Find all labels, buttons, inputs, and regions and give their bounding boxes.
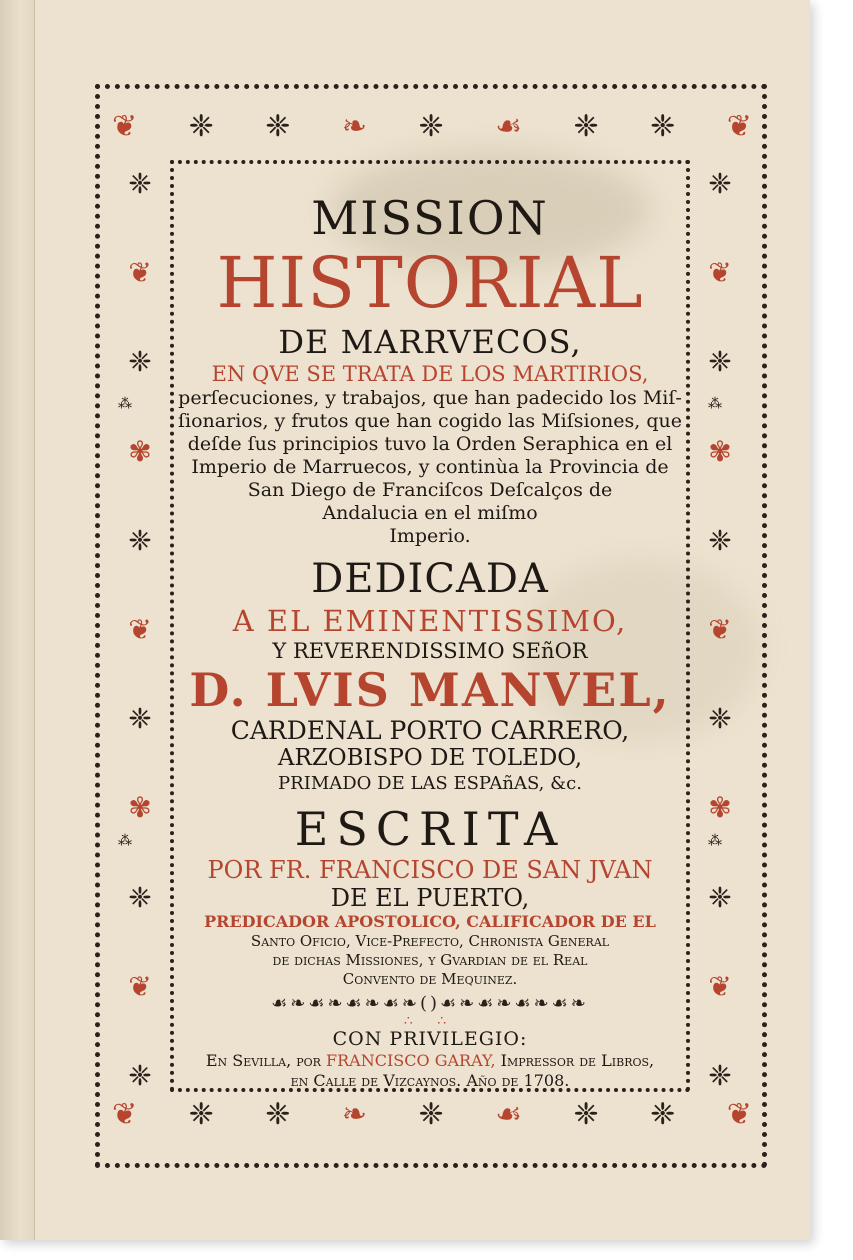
left-ornament-column — [120, 167, 160, 1092]
fleuron-ornament-icon: ❈ — [418, 109, 444, 144]
dot-ornament-icon: ∴ ∴ — [403, 1013, 457, 1029]
fleuron-ornament-icon: ❦ — [112, 109, 138, 144]
written-heading: ESCRITA — [294, 802, 566, 856]
privilege-line: CON PRIVILEGIO: — [332, 1028, 528, 1050]
subtitle-heading: EN QVE SE TRATA DE LOS MARTIRIOS, — [211, 362, 649, 386]
author-office: de dichas Missiones, y Gvardian de el Real — [272, 951, 588, 969]
fleuron-ornament-icon: ✾ — [128, 434, 152, 468]
bottom-ornament-row — [112, 1097, 752, 1132]
dedicatee-title: ARZOBISPO DE TOLEDO, — [277, 745, 583, 771]
fleuron-ornament-icon: ✾ — [708, 791, 732, 825]
fleuron-ornament-icon: ❦ — [708, 612, 732, 646]
fleuron-ornament-icon: ❈ — [573, 1097, 599, 1132]
fleuron-ornament-icon: ❦ — [112, 1097, 138, 1132]
asterism-icon: ⁂ — [118, 833, 134, 849]
subtitle-line: Andalucia en el miſmo — [322, 502, 538, 524]
author-office: Santo Oficio, Vice-Prefecto, Chronista General — [250, 932, 610, 950]
fleuron-ornament-icon: ❈ — [708, 880, 732, 914]
subtitle-line: deſde ſus principios tuvo la Orden Seraphica en el — [187, 433, 673, 455]
fleuron-ornament-icon: ❈ — [708, 702, 732, 736]
dedication-line: A EL EMINENTISSIMO, — [232, 604, 628, 638]
subtitle-line: Imperio. — [389, 525, 471, 547]
subtitle-line: San Diego de Franciſcos Deſcalços de — [247, 479, 613, 501]
dedicatee-name: D. LVIS MANVEL, — [189, 663, 671, 717]
fleuron-ornament-icon: ❦ — [708, 969, 732, 1003]
fleuron-ornament-icon: ☙ — [495, 1097, 523, 1132]
fleuron-ornament-icon: ❈ — [188, 1097, 214, 1132]
fleuron-ornament-icon: ☙ — [495, 109, 523, 144]
asterism-icon: ⁂ — [708, 833, 724, 849]
title-line-historial: HISTORIAL — [216, 242, 644, 324]
fleuron-ornament-icon: ❈ — [128, 1058, 152, 1092]
right-ornament-column — [700, 167, 740, 1092]
asterism-icon: ⁂ — [118, 396, 134, 412]
fleuron-ornament-icon: ❈ — [650, 1097, 676, 1132]
author-name: POR FR. FRANCISCO DE SAN JVAN — [207, 856, 653, 884]
fleuron-ornament-icon: ❈ — [573, 109, 599, 144]
fleuron-ornament-icon: ❈ — [708, 523, 732, 557]
fleuron-ornament-icon: ❈ — [128, 167, 152, 200]
fleuron-ornament-icon: ✾ — [128, 791, 152, 825]
author-office: Convento de Mequinez. — [342, 970, 518, 988]
fleuron-ornament-icon: ✾ — [708, 434, 732, 468]
fleuron-ornament-icon: ❈ — [708, 167, 732, 200]
fleuron-ornament-icon: ❦ — [708, 256, 732, 290]
asterism-icon: ⁂ — [708, 396, 724, 412]
fleuron-ornament-icon: ❈ — [265, 109, 291, 144]
dedicatee-title: CARDENAL PORTO CARRERO, — [230, 716, 630, 745]
fleuron-ornament-icon: ❧ — [341, 1097, 368, 1132]
fleuron-ornament-icon: ❦ — [128, 256, 152, 290]
imprint-line — [178, 1051, 682, 1071]
fleuron-ornament-icon: ❈ — [128, 345, 152, 379]
fleuron-ornament-icon: ❦ — [128, 969, 152, 1003]
fleuron-ornament-icon: ❈ — [188, 109, 214, 144]
fleuron-ornament-icon: ❈ — [128, 702, 152, 736]
imprint-prefix: En Sevilla, por — [205, 1051, 327, 1070]
dedicatee-title: PRIMADO DE LAS ESPAñAS, &c. — [278, 773, 582, 794]
author-place: DE EL PUERTO, — [330, 884, 530, 912]
fleuron-ornament-icon: ❈ — [708, 345, 732, 379]
title-line-marruecos: DE MARRVECOS, — [278, 323, 582, 361]
fleuron-ornament-icon: ❦ — [726, 109, 752, 144]
printers-ornament-rule: ☙❧☙❧☙❧☙❧()☙❧☙❧☙❧☙❧ — [271, 993, 589, 1014]
fleuron-ornament-icon: ❈ — [128, 523, 152, 557]
fleuron-ornament-icon: ❈ — [265, 1097, 291, 1132]
title-line-mission: MISSION — [311, 191, 549, 245]
subtitle-body — [178, 387, 682, 548]
fleuron-ornament-icon: ❈ — [708, 1058, 732, 1092]
fleuron-ornament-icon: ❧ — [341, 109, 368, 144]
imprint-suffix: Impressor de Libros, — [495, 1051, 655, 1070]
imprint-printer: FRANCISCO GARAY, — [326, 1051, 496, 1070]
fleuron-ornament-icon: ❈ — [418, 1097, 444, 1132]
fleuron-ornament-icon: ❈ — [128, 880, 152, 914]
fleuron-ornament-icon: ❦ — [726, 1097, 752, 1132]
dedication-heading: DEDICADA — [311, 556, 549, 602]
title-block — [178, 192, 682, 1091]
facing-page-edge — [0, 0, 35, 1240]
top-ornament-row — [112, 109, 752, 144]
subtitle-line: ſionarios, y frutos que han cogido las Miſsiones, que — [178, 410, 682, 432]
subtitle-line: perſecuciones, y trabajos, que han padecido los Miſ- — [178, 387, 682, 409]
subtitle-line: Imperio de Marruecos, y continùa la Provincia de — [191, 456, 669, 478]
author-office: PREDICADOR APOSTOLICO, CALIFICADOR DE EL — [204, 912, 656, 931]
fleuron-ornament-icon: ❦ — [128, 612, 152, 646]
imprint-line: en Calle de Vizcaynos. Año de 1708. — [290, 1071, 570, 1090]
dedication-line: Y REVERENDISSIMO SEñOR — [272, 639, 588, 663]
fleuron-ornament-icon: ❈ — [650, 109, 676, 144]
